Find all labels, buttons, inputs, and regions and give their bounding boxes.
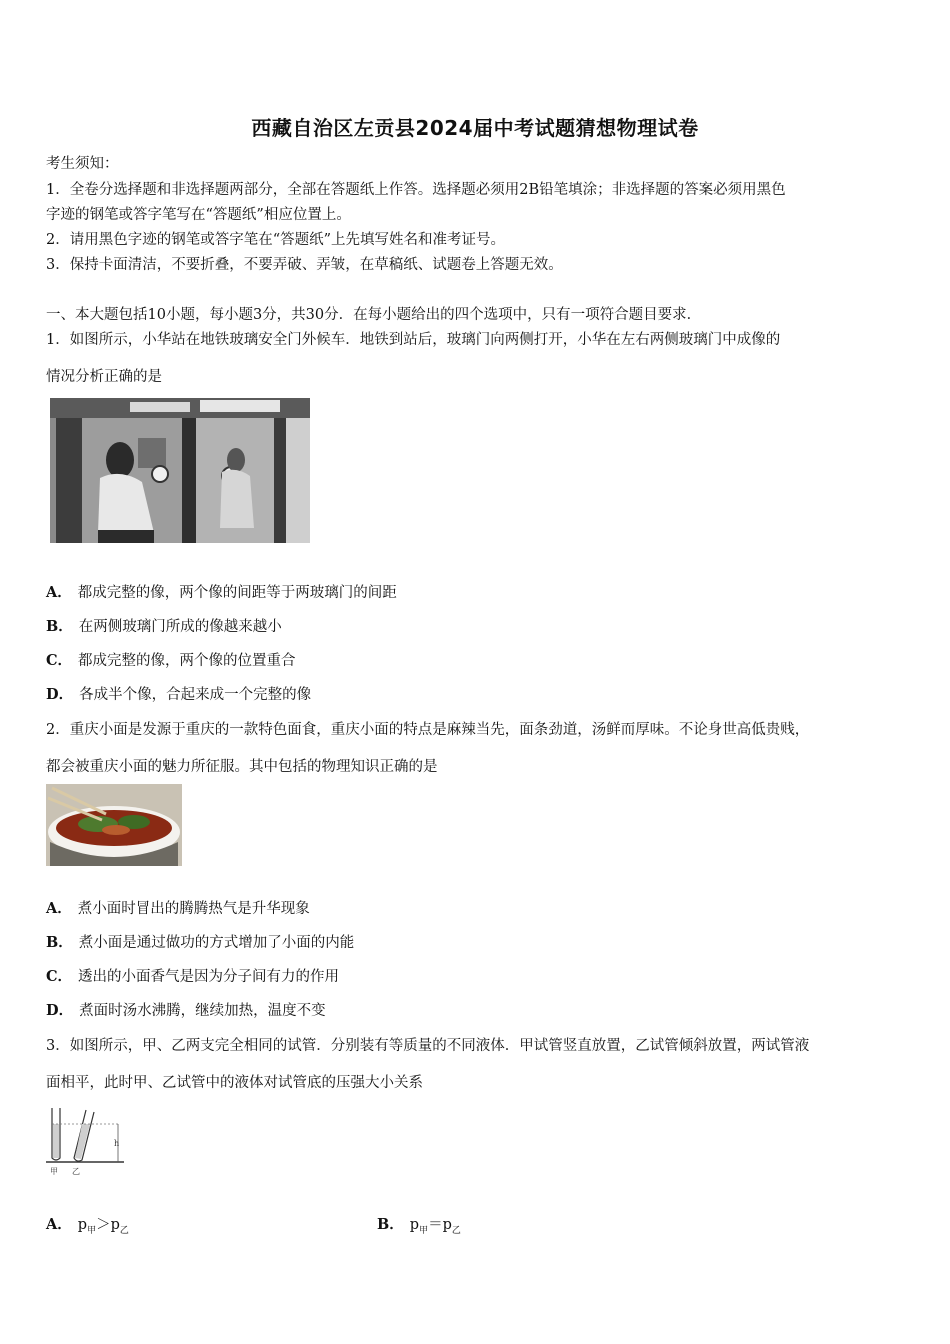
page-title: 西藏自治区左贡县2024届中考试题猜想物理试卷 [251, 116, 699, 140]
question-1-stem: 情况分析正确的是 [46, 369, 162, 385]
notice-heading: 考生须知： [46, 156, 119, 172]
q2-option-a[interactable]: A． 煮小面时冒出的腾腾热气是升华现象 [46, 900, 310, 917]
notice-item: 字迹的钢笔或答字笔写在“答题纸”相应位置上。 [46, 207, 351, 223]
q2-option-c[interactable]: C． 透出的小面香气是因为分子间有力的作用 [46, 968, 340, 985]
q1-option-a[interactable]: A． 都成完整的像，两个像的间距等于两玻璃门的间距 [46, 584, 397, 601]
tube-jia-label: 甲 [50, 1167, 58, 1176]
question-3-stem: 3．如图所示，甲、乙两支完全相同的试管．分别装有等质量的不同液体．甲试管竖直放置，乙试管倾斜放置，两试管液 [46, 1038, 810, 1054]
subway-door-photo [50, 398, 310, 543]
test-tubes-diagram [44, 1106, 126, 1178]
question-1-stem: 1．如图所示，小华站在地铁玻璃安全门外候车．地铁到站后，玻璃门向两侧打开，小华在左右两侧玻璃门中成像的 [46, 332, 781, 348]
q2-option-d[interactable]: D． 煮面时汤水沸腾，继续加热，温度不变 [46, 1002, 326, 1019]
section-heading: 一、本大题包括10小题，每小题3分，共30分．在每小题给出的四个选项中，只有一项符合题目要求． [46, 307, 702, 323]
q1-option-b[interactable]: B． 在两侧玻璃门所成的像越来越小 [46, 618, 282, 635]
question-2-stem: 2．重庆小面是发源于重庆的一款特色面食，重庆小面的特点是麻辣当先，面条劲道，汤鲜而厚味。不论身世高低贵贱， [46, 722, 810, 738]
notice-item: 2．请用黑色字迹的钢笔或答字笔在“答题纸”上先填写姓名和准考证号。 [46, 232, 506, 248]
q3-option-a[interactable]: A． $p_甲>p_乙$ [46, 1216, 129, 1236]
question-2-stem: 都会被重庆小面的魅力所征服。其中包括的物理知识正确的是 [46, 759, 438, 775]
question-3-stem: 面相平，此时甲、乙试管中的液体对试管底的压强大小关系 [46, 1075, 423, 1091]
tube-yi-label: 乙 [72, 1167, 80, 1176]
notice-item: 3．保持卡面清洁，不要折叠，不要弄破、弄皱，在草稿纸、试题卷上答题无效。 [46, 257, 563, 273]
q3-option-b[interactable]: B． $p_甲=p_乙$ [377, 1216, 461, 1236]
notice-item: 1．全卷分选择题和非选择题两部分，全部在答题纸上作答。选择题必须用2B铅笔填涂；非选择题的答案必须用黑色 [46, 182, 786, 198]
noodle-bowl-photo [46, 784, 182, 866]
height-label: h [114, 1139, 120, 1148]
q1-option-c[interactable]: C． 都成完整的像，两个像的位置重合 [46, 652, 296, 669]
q2-option-b[interactable]: B． 煮小面是通过做功的方式增加了小面的内能 [46, 934, 355, 951]
q1-option-d[interactable]: D． 各成半个像，合起来成一个完整的像 [46, 686, 312, 703]
